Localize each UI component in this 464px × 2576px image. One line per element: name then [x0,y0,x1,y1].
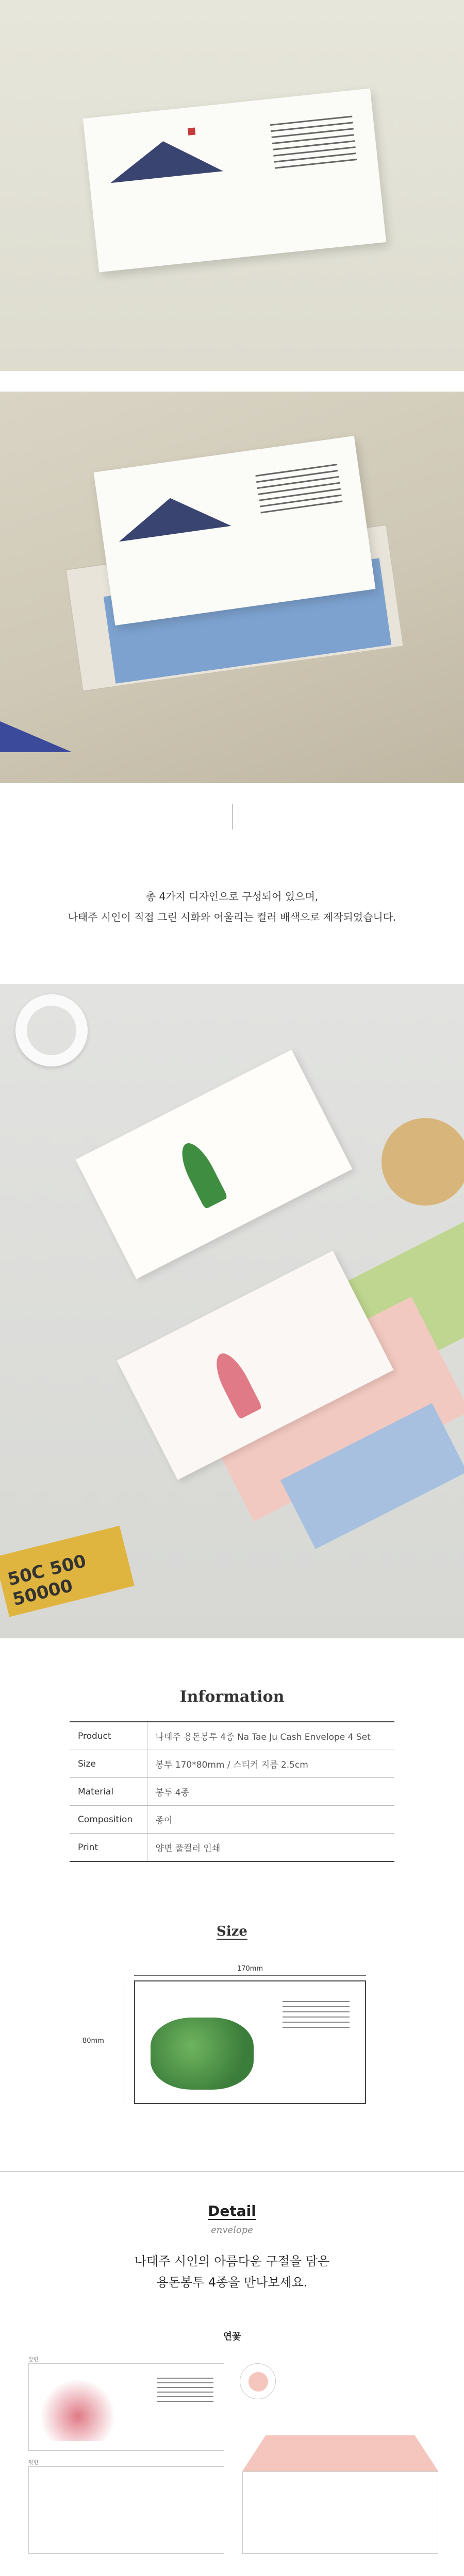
poem-text-lines [157,2374,213,2405]
variant-list [0,2329,464,2576]
detail-description [0,2251,464,2293]
width-line [134,1975,366,1976]
divider-line [232,804,233,829]
sticker-swatch [240,2363,276,2399]
info-key: Composition [70,1806,147,1834]
height-label: 80mm [82,2037,104,2045]
back-label: 뒷면 [28,2460,39,2466]
detail-section [0,2202,464,2293]
intro-line-2: 나태주 시인이 직접 그린 시화와 어울리는 컬러 배색으로 제작되었습니다. [68,911,396,923]
cork-coaster [382,1118,464,1206]
information-row [70,1806,394,1834]
info-value: 나태주 용돈봉투 4종 Na Tae Ju Cash Envelope 4 Set [147,1722,394,1750]
flower-illustration [151,2018,254,2090]
banknotes [0,1526,135,1617]
info-value: 봉투 170*80mm / 스티커 지름 2.5cm [147,1750,394,1778]
size-envelope [134,1980,366,2104]
information-row [70,1750,394,1778]
information-table [70,1721,394,1862]
front-label: 앞면 [28,2357,39,2363]
envelope-open [242,2435,438,2554]
size-diagram [77,1960,387,2114]
info-key: Size [70,1750,147,1778]
detail-title: Detail [208,2202,256,2219]
product-photo-3 [0,984,464,1638]
information-row [70,1834,394,1862]
info-key: Print [70,1834,147,1862]
info-value: 양면 풀컬러 인쇄 [147,1834,394,1862]
poem-text-lines [283,1997,350,2032]
banknote-text: 50C 500 50000 [6,1550,89,1611]
poem-text-lines [255,459,343,518]
tape-roll [15,994,88,1066]
variant-block [0,2329,464,2559]
info-value: 종이 [147,1806,394,1834]
leaf-illustration [175,1138,228,1210]
mountain-illustration [107,135,223,183]
poem-illustration [39,2379,117,2441]
info-key: Product [70,1722,147,1750]
detail-subtitle: envelope [211,2225,253,2235]
section-divider [0,2171,464,2172]
information-row [70,1778,394,1806]
envelope-back [28,2466,224,2554]
blue-triangle [0,721,72,752]
information-title: Information [179,1688,285,1706]
seal-mark [188,128,195,135]
intro-line-1: 총 4가지 디자인으로 구성되어 있으며, [145,890,319,903]
variant-name: 연꽃 [223,2331,241,2342]
product-photo-2 [0,392,464,783]
envelope-leaf [76,1049,353,1279]
detail-desc-line-1: 나태주 시인의 아름다운 구절을 담은 [134,2254,330,2268]
info-key: Material [70,1778,147,1806]
mountain-illustration [114,490,231,541]
detail-desc-line-2: 용돈봉투 4종을 만나보세요. [156,2275,308,2290]
size-title: Size [217,1924,247,1939]
info-value: 봉투 4종 [147,1778,394,1806]
envelope-front [28,2363,224,2451]
information-row [70,1722,394,1750]
poem-text-lines [270,111,357,174]
width-label: 170mm [237,1965,263,1973]
size-section [0,1924,464,2114]
envelope-card [83,89,386,273]
lotus-illustration [209,1348,262,1420]
information-section [0,1688,464,1862]
intro-section [0,804,464,984]
product-photo-1 [0,0,464,371]
